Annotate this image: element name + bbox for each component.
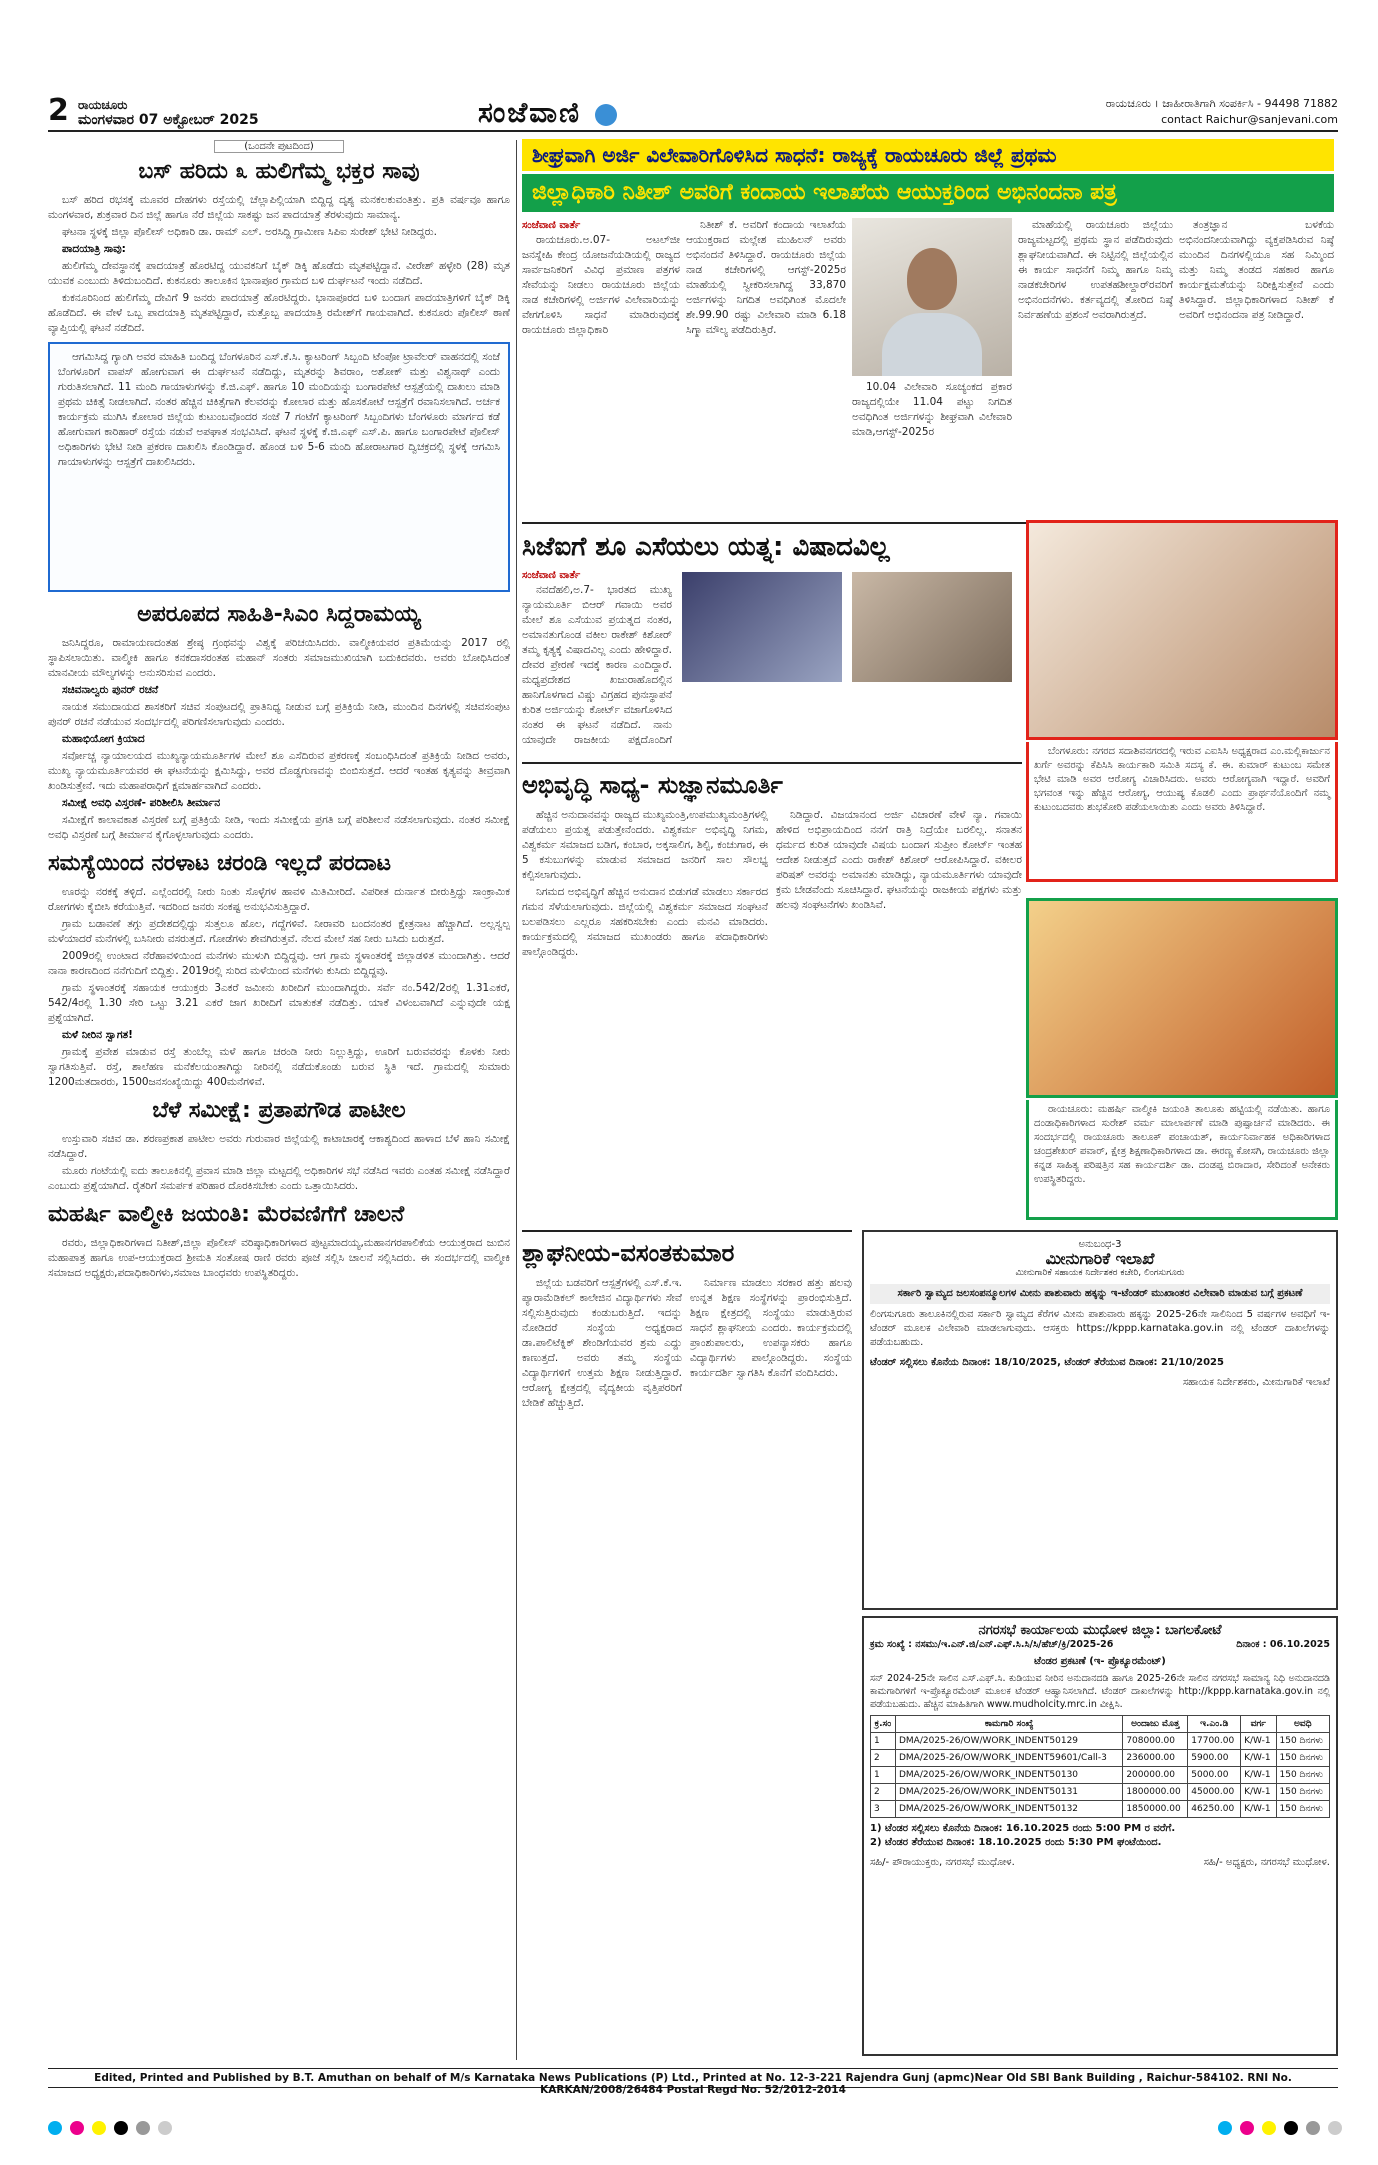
byline: ಸಂಜೆವಾಣಿ ವಾರ್ತೆ	[522, 220, 581, 231]
magenta-dot	[70, 2121, 84, 2135]
logo	[478, 96, 619, 130]
paragraph: ತಂತ್ರಜ್ಞಾನ ಬಳಕೆಯ ಅಭಿನಂದನೀಯವಾಗಿದ್ದು ವ್ಯಕ್ತಪಡಿಸಿರುವ ನಿಷ್ಠೆ ಮುಂದಿನ ದಿನಗಳಲ್ಲಿಯೂ ಸಹ ನಿಮ್ಮಿಂದ ಮತ್ತು ನಿಮ್ಮ ತಂಡದ ಸಹಕಾರ ಹಾಗೂ ಕಾರ್ಯಕ್ಷಮತೆಯನ್ನು ನಿರೀಕ್ಷಿಸುತ್ತೇನೆ ಎಂದು ತಿಳಿಸಿದ್ದಾರೆ. ಜಿಲ್ಲಾಧಿಕಾರಿಗಳಾದ ನಿತೀಶ್ ಕೆ ಅವರಿಗೆ ಅಭಿನಂದನಾ ಪತ್ರ ನೀಡಿದ್ದಾರೆ.	[1179, 219, 1334, 321]
shirt-shape	[882, 313, 982, 376]
table-cell: 46250.00	[1188, 1801, 1241, 1818]
black-dot	[114, 2121, 128, 2135]
registration-marks-left	[48, 2120, 175, 2134]
grey-dot	[1306, 2121, 1320, 2135]
table-cell: 236000.00	[1123, 1750, 1188, 1767]
headline-drainage: ಸಮಸ್ಯೆಯಿಂದ ನರಳಾಟ ಚರಂಡಿ ಇಲ್ಲದೆ ಪರದಾಟ	[48, 851, 391, 876]
table-header-cell: ಅಂದಾಜು ಮೊತ್ತ	[1123, 1716, 1188, 1733]
table-cell: 150 ದಿನಗಳು	[1276, 1767, 1329, 1784]
ad-office: ಮೀನುಗಾರಿಕೆ ಸಹಾಯಕ ನಿರ್ದೇಶಕರ ಕಚೇರಿ, ಲಿಂಗಸುಗೂರು	[1015, 1268, 1185, 1278]
paragraph: ಘಟನಾ ಸ್ಥಳಕ್ಕೆ ಜಿಲ್ಲಾ ಪೊಲೀಸ್ ಅಧಿಕಾರಿ ಡಾ. ರಾಮ್ ಎಲ್. ಅರಸಿದ್ದಿ ಗ್ರಾಮೀಣ ಸಿಪಿಐ ಸುರೇಶ್ ಭೇಟಿ ನೀಡಿದ್ದರು.	[62, 226, 437, 238]
light-grey-dot	[1328, 2121, 1342, 2135]
subhead: ಸಮೀಕ್ಷೆ ಅವಧಿ ವಿಸ್ತರಣೆ- ಪರಿಶೀಲಿಸಿ ತೀರ್ಮಾನ	[62, 797, 221, 809]
registration-marks-right	[1218, 2120, 1345, 2134]
paragraph: ನಿಗಮದ ಅಭಿವೃದ್ಧಿಗೆ ಹೆಚ್ಚಿನ ಅನುದಾನ ಬಿಡುಗಡೆ ಮಾಡಲು ಸರ್ಕಾರದ ಗಮನ ಸೆಳೆಯಲಾಗುವುದು. ಜಿಲ್ಲೆಯಲ್ಲಿ ವಿಶ್ವಕರ್ಮ ಸಮಾಜದ ಸಂಘಟನೆ ಬಲಪಡಿಸಲು ಎಲ್ಲರೂ ಸಹಕರಿಸಬೇಕು ಎಂದು ಮನವಿ ಮಾಡಿದರು. ಕಾರ್ಯಕ್ರಮದಲ್ಲಿ ಸಮಾಜದ ಮುಖಂಡರು ಹಾಗೂ ಪದಾಧಿಕಾರಿಗಳು ಪಾಲ್ಗೊಂಡಿದ್ದರು.	[522, 886, 768, 958]
byline: ಸಂಜೆವಾಣಿ ವಾರ್ತೆ	[522, 570, 581, 581]
masthead-date: ಮಂಗಳವಾರ 07 ಅಕ್ಟೋಬರ್ 2025	[78, 112, 259, 128]
kharge-visit-caption	[1026, 742, 1338, 882]
lead-banner-top: ಶೀಘ್ರವಾಗಿ ಅರ್ಜಿ ವಿಲೇವಾರಿಗೊಳಿಸಿದ ಸಾಧನೆ: ರಾಜ್ಯಕ್ಕೆ ರಾಯಚೂರು ಜಿಲ್ಲೆ ಪ್ರಥಮ	[522, 139, 1334, 171]
section-rule	[522, 1230, 852, 1232]
table-row	[871, 1784, 1330, 1801]
ad-body: ಲಿಂಗಸುಗೂರು ತಾಲೂಕಿನಲ್ಲಿರುವ ಸರ್ಕಾರಿ ಸ್ವಾಮ್ಯದ ಕೆರೆಗಳ ಮೀನು ಪಾಶುವಾರು ಹಕ್ಕನ್ನು 2025-26ನೇ ಸಾಲಿನಿಂದ 5 ವರ್ಷಗಳ ಅವಧಿಗೆ ಇ-ಟೆಂಡರ್ ಮೂಲಕ ವಿಲೇವಾರಿ ಮಾಡಲಾಗುವುದು. ಆಸಕ್ತರು https://kppp.karnataka.gov.in ನಲ್ಲಿ ಟೆಂಡರ್ ದಾಖಲೆಗಳನ್ನು ಪಡೆಯಬಹುದು.	[870, 1309, 1330, 1348]
article-crop-survey	[48, 1132, 510, 1194]
yellow-dot	[92, 2121, 106, 2135]
table-cell: DMA/2025-26/OW/WORK_INDENT59601/Call-3	[895, 1750, 1122, 1767]
subhead: ಮಹಾಭಿಯೋಗ ಕ್ರಿಯಾದ	[62, 733, 145, 745]
masthead-email: contact Raichur@sanjevani.com	[1161, 113, 1338, 126]
paragraph: ಆಗಮಿಸಿದ್ದ ಗ್ಯಾಂಗಿ ಅವರ ಮಾಹಿತಿ ಬಂದಿದ್ದ ಬೆಂಗಳೂರಿನ ಎಸ್.ಕೆ.ಸಿ. ಕ್ಯಾಟರಿಂಗ್ ಸಿಬ್ಬಂದಿ ಟೆಂಪೋ ಟ್ರಾವೆಲರ್ ವಾಹನದಲ್ಲಿ ಸಂಜೆ ಬೆಂಗಳೂರಿಗೆ ವಾಪಸ್ ಹೋಗುವಾಗ ಈ ದುರ್ಘಟನೆ ನಡೆದಿದ್ದು, ಮೃತರನ್ನು ಶಿವರಾಂ, ಅಶೋಕ್ ಮತ್ತು ವಿಶ್ವನಾಥ್ ಎಂದು ಗುರುತಿಸಲಾಗಿದೆ. 11 ಮಂದಿ ಗಾಯಾಳುಗಳನ್ನು ಕೆ.ಜಿ.ಎಫ್. ಹಾಗೂ 10 ಮಂದಿಯನ್ನು ಬಂಗಾರಪೇಟೆ ಆಸ್ಪತ್ರೆಯಲ್ಲಿ ದಾಖಲು ಮಾಡಿ ಪ್ರಥಮ ಚಿಕಿತ್ಸೆ ನೀಡಲಾಗಿದೆ. ನಂತರ ಹೆಚ್ಚಿನ ಚಿಕಿತ್ಸೆಗಾಗಿ ಕೆಲವರನ್ನು ಕೋಲಾರ ಮತ್ತು ಹೊಸಕೋಟೆ ಆಸ್ಪತ್ರೆಗೆ ರವಾನಿಸಲಾಗಿದೆ. ಅರ್ಚಕ ಕಾರ್ಯಕ್ರಮ ಮುಗಿಸಿ ಕೋಲಾರ ಜಿಲ್ಲೆಯ ಕುಟುಂಬವೊಂದರ ಸಂಜೆ 7 ಗಂಟೆಗೆ ಕ್ಯಾಟರಿಂಗ್ ಸಿಬ್ಬಂದಿಗಳು ಬೆಂಗಳೂರು ಮಾರ್ಗದ ಕಡೆ ಹೋಗುವಾಗ ಕಾರಿಹಾರ್ ರಸ್ತೆಯ ನಡುವೆ ಅಪಘಾತ ಸಂಭವಿಸಿದೆ. ಘಟನೆ ಸ್ಥಳಕ್ಕೆ ಕೆ.ಜಿ.ಎಫ್ ಎಸ್.ಪಿ. ಹಾಗೂ ಬಂಗಾರಪೇಟೆ ಪೊಲೀಸ್ ಅಧಿಕಾರಿಗಳು ಭೇಟಿ ನೀಡಿ ಪ್ರಕರಣ ದಾಖಲಿಸಿ ಕೊಂಡಿದ್ದಾರೆ. ಹೊಂಡ ಬಳಿ 5-6 ಮಂದಿ ಹೋರಾಟಗಾರ ದ್ವಿಚಕ್ರದಲ್ಲಿ ಸ್ಥಳಕ್ಕೆ ಆಗಮಿಸಿ ಗಾಯಾಳುಗಳನ್ನು ಆಸ್ಪತ್ರೆಗೆ ದಾಖಲಿಸಿದರು.	[58, 351, 500, 468]
left-column	[48, 140, 510, 2060]
table-cell: DMA/2025-26/OW/WORK_INDENT50130	[895, 1767, 1122, 1784]
paragraph: ರಾಯಚೂರು.ಅ.07- ಅಟಲ್‌ಜೀ ಜನಸ್ನೇಹಿ ಕೇಂದ್ರ ಯೋಜನೆಯಡಿಯಲ್ಲಿ ರಾಜ್ಯದ ಸಾರ್ವಜನಿಕರಿಗೆ ವಿವಿಧ ಪ್ರಮಾಣ ಪತ್ರಗಳ ಸೇವೆಯನ್ನು ನೀಡಲು ರಾಯಚೂರು ಜಿಲ್ಲೆಯ ನಾಡ ಕಚೇರಿಗಳಲ್ಲಿ ಅರ್ಜಿಗಳ ವಿಲೇವಾರಿಯನ್ನು ವೇಗಗೊಳಿಸಿ ಸಾಧನೆ ಮಾಡಿರುವುದಕ್ಕೆ ರಾಯಚೂರು ಜಿಲ್ಲಾಧಿಕಾರಿ	[522, 234, 680, 336]
paragraph: ನಿರ್ಮಾಣ ಮಾಡಲು ಸರಕಾರ ಹತ್ತು ಹಲವು ಉನ್ನತ ಶಿಕ್ಷಣ ಸಂಸ್ಥೆಗಳನ್ನು ಪ್ರಾರಂಭಿಸುತ್ತಿದೆ. ಶಿಕ್ಷಣ ಕ್ಷೇತ್ರದಲ್ಲಿ ಸಂಸ್ಥೆಯು ಮಾಡುತ್ತಿರುವ ಸಾಧನೆ ಶ್ಲಾಘನೀಯ ಎಂದರು. ಕಾರ್ಯಕ್ರಮದಲ್ಲಿ ಪ್ರಾಂಶುಪಾಲರು, ಉಪನ್ಯಾಸಕರು ಹಾಗೂ ವಿದ್ಯಾರ್ಥಿಗಳು ಪಾಲ್ಗೊಂಡಿದ್ದರು. ಸಂಸ್ಥೆಯ ಕಾರ್ಯದರ್ಶಿ ಸ್ವಾಗತಿಸಿ ಕೊನೆಗೆ ವಂದಿಸಿದರು.	[690, 1277, 852, 1379]
article-cm	[48, 636, 510, 843]
face-shape	[907, 248, 957, 310]
paragraph: ಗ್ರಾಮ ಸ್ಥಳಾಂತರಕ್ಕೆ ಸಹಾಯಕ ಆಯುಕ್ತರು 3ಎಕರೆ ಜಮೀನು ಖರೀದಿಗೆ ಮುಂದಾಗಿದ್ದರು. ಸರ್ವೆ ನಂ.542/2ರಲ್ಲಿ 1.31ಎಕರೆ, 542/4ರಲ್ಲಿ 1.30 ಸೇರಿ ಒಟ್ಟು 3.21 ಎಕರೆ ಜಾಗ ಖರೀದಿಗೆ ಮಾತುಕತೆ ನಡೆದಿತ್ತು. ಯಾಕೆ ವಿಳಂಬವಾಗಿದೆ ಎನ್ನುವುದೇ ಯಕ್ಷ ಪ್ರಶ್ನೆಯಾಗಿದೆ.	[48, 982, 510, 1024]
table-row	[871, 1801, 1330, 1818]
grey-dot	[136, 2121, 150, 2135]
lead-banner-bottom: ಜಿಲ್ಲಾಧಿಕಾರಿ ನಿತೀಶ್ ಅವರಿಗೆ ಕಂದಾಯ ಇಲಾಖೆಯ ಆಯುಕ್ತರಿಂದ ಅಭಿನಂದನಾ ಪತ್ರ	[522, 174, 1334, 212]
paragraph: ನಿಡಿದ್ದಾರೆ. ವಿಜಯಾನಂದ ಅರ್ಜಿ ವಿಚಾರಣೆ ವೇಳೆ ನ್ಯಾ. ಗವಾಯಿ ಹೇಳಿದ ಅಭಿಪ್ರಾಯದಿಂದ ನನಗೆ ರಾತ್ರಿ ನಿದ್ರೆಯೇ ಬರಲಿಲ್ಲ. ಸನಾತನ ಧರ್ಮದ ಕುರಿತ ಯಾವುದೇ ವಿಷಯ ಬಂದಾಗ ಸುಪ್ರೀಂ ಕೋರ್ಟ್ ಇಂತಹ ಆದೇಶ ನೀಡುತ್ತದೆ ಎಂದು ರಾಕೇಶ್ ಕಿಶೋರ್ ಆರೋಪಿಸಿದ್ದಾರೆ. ವಕೀಲರ ಪರಿಷತ್ ಅವರನ್ನು ಅಮಾನತು ಮಾಡಿದ್ದು, ನ್ಯಾಯಮೂರ್ತಿಗಳು ಯಾವುದೇ ಕ್ರಮ ಬೇಡವೆಂದು ಸೂಚಿಸಿದ್ದಾರೆ. ಘಟನೆಯನ್ನು ರಾಜಕೀಯ ಪಕ್ಷಗಳು ಮತ್ತು ಹಲವು ಸಂಘಟನೆಗಳು ಖಂಡಿಸಿವೆ.	[776, 809, 1022, 911]
paragraph: ರವರು, ಜಿಲ್ಲಾಧಿಕಾರಿಗಳಾದ ನಿತೀಶ್,ಜಿಲ್ಲಾ ಪೊಲೀಸ್ ವರಿಷ್ಠಾಧಿಕಾರಿಗಳಾದ ಪುಟ್ಟಮಾದಯ್ಯ,ಮಹಾನಗರಪಾಲಿಕೆಯ ಆಯುಕ್ತರಾದ ಜುಬಿನ ಮಹಾಪಾತ್ರ ಹಾಗೂ ಉಪ-ಆಯುಕ್ತರಾದ ಶ್ರೀಮತಿ ಸಂತೋಷ ರಾಣಿ ರವರು ಪೂಜೆ ಸಲ್ಲಿಸಿ ಚಾಲನೆ ಸಲ್ಲಿಸಿದರು. ಈ ಸಂದರ್ಭದಲ್ಲಿ ವಾಲ್ಮೀಕಿ ಸಮಾಜದ ಅಧ್ಯಕ್ಷರು,ಪದಾಧಿಕಾರಿಗಳು,ಸಮಾಜ ಬಾಂಧವರು ಉಪಸ್ಥಿತರಿದ್ದರು.	[48, 1237, 510, 1279]
table-cell: K/W-1	[1241, 1767, 1276, 1784]
cji-photo	[852, 572, 1012, 682]
ad-ref: ಕ್ರಮ ಸಂಖ್ಯೆ : ನಸಮು/ಇ.ಎನ್.ಜಿ/ಎನ್.ಎಫ್.ಸಿ.ಸಿ/ಸಿ/ಹೆಚ್/ಕ್ರಿ/2025-26	[870, 1639, 1114, 1650]
page-number: 2	[48, 93, 69, 128]
headline-development: ಅಭಿವೃದ್ಧಿ ಸಾಧ್ಯ- ಸುಜ್ಞಾನಮೂರ್ತಿ	[522, 771, 783, 799]
table-cell: 2	[871, 1784, 896, 1801]
globe-icon	[595, 104, 617, 126]
section-rule	[522, 762, 1022, 764]
article-drainage	[48, 885, 510, 1090]
headline-crop-survey: ಬೆಳೆ ಸಮೀಕ್ಷೆ: ಪ್ರತಾಪಗೌಡ ಪಾಟೀಲ	[152, 1098, 406, 1123]
subhead: ಮಳೆ ನೀರಿನ ಸ್ವಾಗತ!	[62, 1029, 133, 1041]
vasanth-text-1	[522, 1276, 682, 2056]
table-cell: 5000.00	[1188, 1767, 1241, 1784]
table-cell: K/W-1	[1241, 1784, 1276, 1801]
vasanth-story	[522, 1236, 852, 2056]
lead-col-2	[686, 218, 846, 518]
table-cell: 150 ದಿನಗಳು	[1276, 1750, 1329, 1767]
paragraph: ಗ್ರಾಮಕ್ಕೆ ಪ್ರವೇಶ ಮಾಡುವ ರಸ್ತೆ ತುಂಬೆಲ್ಲ ಮಳೆ ಹಾಗೂ ಚರಂಡಿ ನೀರು ನಿಲ್ಲುತ್ತಿದ್ದು, ಊರಿಗೆ ಬರುವವರನ್ನು ಕೊಳಕು ನೀರು ಸ್ವಾಗತಿಸುತ್ತಿವೆ. ರಸ್ತೆ, ಶಾಲೆಹಣ ಮನೆಕೆಲಯಂತಾಗಿದ್ದು ನೀರಿನಲ್ಲಿ ನಡೆದುಕೊಂಡು ಬರುವ ಸ್ಥಿತಿ ಇದೆ. ಗ್ರಾಮದಲ್ಲಿ ಸುಮಾರು 1200ಮತದಾರರು, 1500ಜನಸಂಖ್ಯೆಯಿದ್ದು 400ಮನೆಗಳಿವೆ.	[48, 1046, 510, 1088]
ad-annex: ಅನುಬಂಧ-3	[1078, 1239, 1122, 1250]
table-header	[871, 1716, 1330, 1733]
paragraph: ಬಸ್ ಹರಿದ ರಭಸಕ್ಕೆ ಮೂವರ ದೇಹಗಳು ರಸ್ತೆಯಲ್ಲಿ ಚೆಲ್ಲಾಪಿಲ್ಲಿಯಾಗಿ ಬಿದ್ದಿದ್ದ ದೃಶ್ಯ ಮನಕಲಕುವಂತಿತ್ತು. ಪ್ರತಿ ವರ್ಷವೂ ಹಾಗೂ ಮಂಗಳವಾರ, ಶುಕ್ರವಾರ ದಿನ ಜಿಲ್ಲೆ ಹಾಗೂ ನೆರೆ ಜಿಲ್ಲೆಯ ಸಾಕಷ್ಟು ಜನ ಪಾದಯಾತ್ರೆ ತೆರಳುವುದು ಸಾಮಾನ್ಯ.	[48, 194, 510, 221]
cyan-dot	[1218, 2121, 1232, 2135]
table-header-cell: ವರ್ಗ	[1241, 1716, 1276, 1733]
ad-signatures	[870, 1856, 1330, 1870]
table-header-cell: ಇ.ಎಂ.ಡಿ	[1188, 1716, 1241, 1733]
table-cell: DMA/2025-26/OW/WORK_INDENT50131	[895, 1784, 1122, 1801]
ad-notice: ಟೆಂಡರ ಪ್ರಕಟಣೆ (ಇ- ಪ್ರೊಕ್ಯೂರಮೆಂಟ್)	[1034, 1656, 1166, 1667]
table-cell: 2	[871, 1750, 896, 1767]
ad-dates: ಟೆಂಡರ್ ಸಲ್ಲಿಸಲು ಕೊನೆಯ ದಿನಾಂಕ: 18/10/2025, ಟೆಂಡರ್ ತೆರೆಯುವ ದಿನಾಂಕ: 21/10/2025	[870, 1357, 1224, 1368]
ad-subject: ಸರ್ಕಾರಿ ಸ್ವಾಮ್ಯದ ಜಲಸಂಪನ್ಮೂಲಗಳ ಮೀನು ಪಾಶುವಾರು ಹಕ್ಕನ್ನು ಇ-ಟೆಂಡರ್ ಮುಖಾಂತರ ವಿಲೇವಾರಿ ಮಾಡುವ ಬಗ್ಗೆ ಪ್ರಕಟಣೆ	[870, 1284, 1330, 1304]
ad-ref-row	[870, 1638, 1330, 1652]
table-row	[871, 1733, 1330, 1750]
lead-col-3	[852, 380, 1012, 518]
table-header-cell: ಅವಧಿ	[1276, 1716, 1329, 1733]
table-cell: 150 ದಿನಗಳು	[1276, 1784, 1329, 1801]
black-dot	[1284, 2121, 1298, 2135]
headline-vasanth: ಶ್ಲಾಘನೀಯ-ವಸಂತಕುಮಾರ	[522, 1239, 735, 1267]
ad-title: ಮೀನುಗಾರಿಕೆ ಇಲಾಖೆ	[1045, 1249, 1155, 1268]
development-text-2	[776, 808, 1022, 1218]
headline-cji: ಸಿಜೆಐಗೆ ಶೂ ಎಸೆಯಲು ಯತ್ನ: ವಿಷಾದವಿಲ್ಲ	[522, 532, 890, 562]
table-cell: DMA/2025-26/OW/WORK_INDENT50132	[895, 1801, 1122, 1818]
ad-title: ನಗರಸಭೆ ಕಾರ್ಯಾಲಯ ಮುಧೋಳ ಜಿಲ್ಲಾ: ಬಾಗಲಕೋಟೆ	[978, 1623, 1222, 1638]
table-cell: 200000.00	[1123, 1767, 1188, 1784]
table-cell: 150 ದಿನಗಳು	[1276, 1733, 1329, 1750]
magenta-dot	[1240, 2121, 1254, 2135]
paragraph: ಸರ್ವೋಚ್ಚ ನ್ಯಾಯಾಲಯದ ಮುಖ್ಯನ್ಯಾಯಮೂರ್ತಿಗಳ ಮೇಲೆ ಶೂ ಎಸೆದಿರುವ ಪ್ರಕರಣಕ್ಕೆ ಸಂಬಂಧಿಸಿದಂತೆ ಪ್ರತಿಕ್ರಿಯೆ ನೀಡಿದ ಅವರು, ಮುಖ್ಯ ನ್ಯಾಯಮೂರ್ತಿಯವರ ಈ ಘಟನೆಯನ್ನು ಕ್ಷಮಿಸಿದ್ದು, ಅವರ ದೊಡ್ಡಗುಣವನ್ನು ಬಿಂಬಿಸುತ್ತದೆ. ಆದರೆ ಇಂತಹ ಕೃತ್ಯವನ್ನು ತೀವ್ರವಾಗಿ ಖಂಡಿಸುತ್ತೇನೆ. ಇದು ಮಹಾಪರಾಧಿಗೆ ಕ್ಷಮಾರ್ಹವಾಗಿದೆ ಎಂದರು.	[48, 750, 510, 792]
masthead-contact	[1106, 96, 1338, 128]
paragraph: ಊರನ್ನು ನರಕಕ್ಕೆ ತಳ್ಳಿದೆ. ಎಲ್ಲೆಂದರಲ್ಲಿ ನೀರು ನಿಂತು ಸೊಳ್ಳೆಗಳ ಹಾವಳಿ ಮಿತಿಮೀರಿದೆ. ವಿಪರೀತ ದುರ್ನಾತ ಬೀರುತ್ತಿದ್ದು ಸಾಂಕ್ರಾಮಿಕ ರೋಗಗಳು ಕೈಬೀಸಿ ಕರೆಯುತ್ತಿವೆ. ಇದರಿಂದ ಜನರು ಸಂಕಷ್ಟ ಅನುಭವಿಸುತ್ತಿದ್ದಾರೆ.	[48, 886, 510, 913]
headline-cm-siddaramaiah: ಅಪರೂಪದ ಸಾಹಿತಿ-ಸಿಎಂ ಸಿದ್ದರಾಮಯ್ಯ	[137, 602, 421, 627]
masthead-city: ರಾಯಚೂರು	[78, 98, 128, 112]
paragraph: ನವದೆಹಲಿ,ಅ.7- ಭಾರತದ ಮುಖ್ಯ ನ್ಯಾಯಮೂರ್ತಿ ಬಿಆರ್ ಗವಾಯಿ ಅವರ ಮೇಲೆ ಶೂ ಎಸೆಯುವ ಪ್ರಯತ್ನದ ನಂತರ, ಅಮಾನತುಗೊಂಡ ವಕೀಲ ರಾಕೇಶ್ ಕಿಶೋರ್ ತಮ್ಮ ಕೃತ್ಯಕ್ಕೆ ವಿಷಾದವಿಲ್ಲ ಎಂದು ಹೇಳಿದ್ದಾರೆ. ದೇವರ ಪ್ರೇರಣೆ ಇದಕ್ಕೆ ಕಾರಣ ಎಂದಿದ್ದಾರೆ. ಮಧ್ಯಪ್ರದೇಶದ ಖಜುರಾಹೊದಲ್ಲಿನ ಹಾನಿಗೊಳಗಾದ ವಿಷ್ಣು ವಿಗ್ರಹದ ಪುನಃಸ್ಥಾಪನೆ ಕುರಿತ ಅರ್ಜಿಯನ್ನು ಕೋರ್ಟ್ ವಜಾಗೊಳಿಸಿದ ನಂತರ ಈ ಘಟನೆ ನಡೆದಿದೆ. ನಾನು ಯಾವುದೇ ರಾಜಕೀಯ ಪಕ್ಷದೊಂದಿಗೆ	[522, 584, 672, 746]
ad-signatory: ಸಹಾಯಕ ನಿರ್ದೇಶಕರು, ಮೀನುಗಾರಿಕೆ ಇಲಾಖೆ	[1182, 1377, 1330, 1388]
table-row	[871, 1750, 1330, 1767]
table-cell: K/W-1	[1241, 1750, 1276, 1767]
kharge-visit-photo	[1026, 520, 1338, 740]
ad-date-1: 1) ಟೆಂಡರ ಸಲ್ಲಿಸಲು ಕೊನೆಯ ದಿನಾಂಕ: 16.10.2025 ರಂದು 5:00 PM ರ ವರೆಗೆ.	[870, 1823, 1176, 1834]
paragraph: ಜನಿಸಿದ್ದರೂ, ರಾಮಾಯಣದಂತಹ ಶ್ರೇಷ್ಠ ಗ್ರಂಥವನ್ನು ವಿಶ್ವಕ್ಕೆ ಪರಿಚಯಿಸಿದರು. ವಾಲ್ಮೀಕಿಯವರ ಪ್ರತಿಮೆಯನ್ನು 2017 ರಲ್ಲಿ ಸ್ಥಾಪಿಸಲಾಯಿತು. ವಾಲ್ಮೀಕಿ ಹಾಗೂ ಕನಕದಾಸರಂತಹ ಮಹಾನ್ ಸಂತರು ಸಮಾಜಮುಖಿಯಾಗಿ ಬದುಕಿದವರು. ಅವರು ಬೋಧಿಸಿದಂತೆ ಮಾನವೀಯ ಮೌಲ್ಯಗಳನ್ನು ಅನುಸರಿಸುವ ಎಂದರು.	[48, 637, 510, 679]
ad-sign-left: ಸಹಿ/- ಪೌರಾಯುಕ್ತರು, ನಗರಸಭೆ ಮುಧೋಳ.	[870, 1857, 1015, 1868]
subhead: ಸಚಿವನಾಲ್ವರು ಪುನರ್ ರಚನೆ	[62, 684, 159, 696]
valmiki-event-caption	[1026, 1100, 1338, 1220]
ad-body: ಸನ್ 2024-25ನೇ ಸಾಲಿನ ಎಸ್.ಎಫ್.ಸಿ. ಕುಡಿಯುವ ನೀರಿನ ಅನುದಾನದಡಿ ಹಾಗೂ 2025-26ನೇ ಸಾಲಿನ ನಗರಸಭೆ ಸಾಮಾನ್ಯ ನಿಧಿ ಅನುದಾನದಡಿ ಕಾಮಗಾರಿಗಳಿಗೆ ಇ-ಪ್ರೊಕ್ಯೂರಮೆಂಟ್ ಮೂಲಕ ಟೆಂಡರ್ ಆಹ್ವಾನಿಸಲಾಗಿದೆ. ಟೆಂಡರ್ ದಾಖಲೆಗಳನ್ನು http://kppp.karnataka.gov.in ನಲ್ಲಿ ಪಡೆಯಬಹುದು. ಹೆಚ್ಚಿನ ಮಾಹಿತಿಗಾಗಿ www.mudholcity.mrc.in ವೀಕ್ಷಿಸಿ.	[870, 1673, 1330, 1710]
ad-date: ದಿನಾಂಕ : 06.10.2025	[1236, 1639, 1330, 1650]
paragraph: ಮೂರು ಗಂಟೆಯಲ್ಲಿ ಐದು ತಾಲೂಕಿನಲ್ಲಿ ಪ್ರವಾಸ ಮಾಡಿ ಜಿಲ್ಲಾ ಮಟ್ಟದಲ್ಲಿ ಅಧಿಕಾರಿಗಳ ಸಭೆ ನಡೆಸಿದ ಇವರು ಎಂತಹ ಸಮೀಕ್ಷೆ ನಡೆಸಿದ್ದಾರೆ ಎಂಬುದು ಪ್ರಶ್ನೆಯಾಗಿದೆ. ರೈತರಿಗೆ ಸಮರ್ಪಕ ಪರಿಹಾರ ದೊರಕಿಸಬೇಕು ಎಂದು ಒತ್ತಾಯಿಸಿದರು.	[48, 1165, 510, 1192]
lead-col-4	[1018, 218, 1173, 518]
table-header-cell: ಕಾಮಗಾರಿ ಸಂಖ್ಯೆ	[895, 1716, 1122, 1733]
development-text-1	[522, 808, 768, 1218]
headline-valmiki: ಮಹರ್ಷಿ ವಾಲ್ಮೀಕಿ ಜಯಂತಿ: ಮೆರವಣಿಗೆಗೆ ಚಾಲನೆ	[48, 1202, 405, 1227]
paragraph: ಕುಕನೂರಿನಿಂದ ಹುಲಿಗೆಮ್ಮ ದೇವಿಗೆ 9 ಜನರು ಪಾದಯಾತ್ರೆ ಹೊರಟಿದ್ದರು. ಭಾನಾಪೂರದ ಬಳಿ ಬಂದಾಗ ಪಾದಯಾತ್ರಿಗಳಿಗೆ ಬೈಕ್ ಡಿಕ್ಕಿ ಹೊಡೆದಿದೆ. ಈ ವೇಳೆ ಒಬ್ಬ ಪಾದಯಾತ್ರಿ ಮೃತಪಟ್ಟಿದ್ದಾರೆ, ಮತ್ತೊಬ್ಬ ಪಾದಯಾತ್ರಿ ರಮೇಶ್‌ಗೆ ಗಾಯವಾಗಿದೆ. ಕುಕನೂರು ಪೊಲೀಸ್ ಠಾಣೆ ವ್ಯಾಪ್ತಿಯಲ್ಲಿ ಘಟನೆ ನಡೆದಿದೆ.	[48, 292, 510, 334]
logo-text: ಸಂಜೆವಾಣಿ	[478, 96, 581, 129]
lawyer-photo	[682, 572, 842, 682]
tender-table	[870, 1715, 1330, 1818]
kicker: (ಒಂದನೇ ಪುಟದಿಂದ)	[214, 140, 344, 153]
table-header-cell: ಕ್ರ.ಸಂ	[871, 1716, 896, 1733]
lead-col-1	[522, 218, 680, 518]
table-cell: 1	[871, 1733, 896, 1750]
table-cell: 1	[871, 1767, 896, 1784]
table-cell: 1800000.00	[1123, 1784, 1188, 1801]
boxed-article	[48, 342, 510, 592]
paragraph: 2009ರಲ್ಲಿ ಉಂಟಾದ ನೆರೆಹಾವಳಿಯಿಂದ ಮನೆಗಳು ಮುಳುಗಿ ಬಿದ್ದಿದ್ದವು. ಆಗ ಗ್ರಾಮ ಸ್ಥಳಾಂತರಕ್ಕೆ ಜಿಲ್ಲಾಡಳಿತ ಮುಂದಾಗಿತ್ತು. ಆದರೆ ನಾನಾ ಕಾರಣದಿಂದ ನನೆಗುದಿಗೆ ಬಿದ್ದಿತ್ತು. 2019ರಲ್ಲಿ ಸುರಿದ ಮಳೆಯಿಂದ ಮನೆಗಳು ಕುಸಿದು ಬಿದ್ದಿದ್ದವು.	[48, 950, 510, 977]
table-cell: 708000.00	[1123, 1733, 1188, 1750]
subhead: ಪಾದಯಾತ್ರಿ ಸಾವು:	[62, 243, 126, 255]
lead-col-5	[1179, 218, 1334, 518]
cji-story	[522, 528, 1022, 758]
table-cell: 3	[871, 1801, 896, 1818]
table-cell: 1850000.00	[1123, 1801, 1188, 1818]
light-grey-dot	[158, 2121, 172, 2135]
paragraph: ನಾಯಕ ಸಮುದಾಯದ ಶಾಸಕರಿಗೆ ಸಚಿವ ಸಂಪುಟದಲ್ಲಿ ಪ್ರಾತಿನಿಧ್ಯ ನೀಡುವ ಬಗ್ಗೆ ಪ್ರತಿಕ್ರಿಯೆ ನೀಡಿ, ಮುಂದಿನ ದಿನಗಳಲ್ಲಿ ಸಚಿವಸಂಪುಟ ಪುನರ್ ರಚನೆ ನಡೆಯುವ ಸಂದರ್ಭದಲ್ಲಿ ಪರಿಗಣಿಸಲಾಗುವುದು ಎಂದರು.	[48, 701, 510, 728]
table-body	[871, 1733, 1330, 1818]
table-cell: K/W-1	[1241, 1733, 1276, 1750]
article-bus-accident	[48, 193, 510, 336]
paragraph: ಗ್ರಾಮ ಬಡಾವಣೆ ತಗ್ಗು ಪ್ರದೇಶದಲ್ಲಿದ್ದು ಸುತ್ತಲೂ ಹೊಲ, ಗದ್ದೆಗಳಿವೆ. ನೀರಾವರಿ ಬಂದನಂತರ ಕ್ಷೇತ್ರನಾಟ ಹೆಚ್ಚಾಗಿದೆ. ಅಲ್ಲಸ್ವಲ್ಪ ಮಳೆಯಾದರೆ ಮನೆಗಳಲ್ಲಿ ಬಸಿನೀರು ವಸರುತ್ತದೆ. ಗೋಡೆಗಳು ಶೇವಗಿರುತ್ತವೆ. ನೆಲದ ಮೇಲೆ ಸಹ ನೀರು ಬಸಿದು ಬರುತ್ತದೆ.	[48, 918, 510, 945]
paragraph: ಜಿಲ್ಲೆಯ ಬಡವರಿಗೆ ಆಸ್ಪತ್ರೆಗಳಲ್ಲಿ ಎಸ್.ಕೆ.ಇ. ಪ್ಯಾರಾಮೆಡಿಕಲ್ ಕಾಲೇಜಿನ ವಿದ್ಯಾರ್ಥಿಗಳು ಸೇವೆ ಸಲ್ಲಿಸುತ್ತಿರುವುದು ಕಂಡುಬರುತ್ತಿದೆ. ಇದನ್ನು ನೋಡಿದರೆ ಸಂಸ್ಥೆಯ ಅಧ್ಯಕ್ಷರಾದ ಡಾ.ಪಾಲಿಟೆಕ್ನಿಕ್ ಶೇಂಡಿಗೆಯವರ ಶ್ರಮ ಎದ್ದು ಕಾಣುತ್ತದೆ. ಅವರು ತಮ್ಮ ಸಂಸ್ಥೆಯ ವಿದ್ಯಾರ್ಥಿಗಳಿಗೆ ಉತ್ತಮ ಶಿಕ್ಷಣ ನೀಡುತ್ತಿದ್ದಾರೆ. ಆರೋಗ್ಯ ಕ್ಷೇತ್ರದಲ್ಲಿ ವೈದ್ಯಕೀಯ ವೃತ್ತಿಪರರಿಗೆ ಬೇಡಿಕೆ ಹೆಚ್ಚುತ್ತಿದೆ.	[522, 1277, 682, 1409]
fisheries-tender-ad	[862, 1230, 1338, 1610]
column-divider	[516, 140, 517, 2060]
paragraph: ಸಮೀಕ್ಷೆಗೆ ಕಾಲಾವಕಾಶ ವಿಸ್ತರಣೆ ಬಗ್ಗೆ ಪ್ರತಿಕ್ರಿಯೆ ನೀಡಿ, ಇಂದು ಸಮೀಕ್ಷೆಯ ಪ್ರಗತಿ ಬಗ್ಗೆ ಪರಿಶೀಲನೆ ನಡೆಸಲಾಗುವುದು. ನಂತರ ಸಮೀಕ್ಷೆ ಅವಧಿ ವಿಸ್ತರಣೆ ಬಗ್ಗೆ ತೀರ್ಮಾನ ಕೈಗೊಳ್ಳಲಾಗುವುದು ಎಂದರು.	[48, 814, 510, 841]
table-cell: DMA/2025-26/OW/WORK_INDENT50129	[895, 1733, 1122, 1750]
caption: ರಾಯಚೂರು: ಮಹರ್ಷಿ ವಾಲ್ಮೀಕಿ ಜಯಂತಿ ತಾಲೂಕು ಹಟ್ಟಿಯಲ್ಲಿ ನಡೆಯಿತು. ಹಾಗೂ ದಂಡಾಧಿಕಾರಿಗಳಾದ ಸುರೇಶ್ ವರ್ಮ ಮಾಲಾರ್ಪಣೆ ಮಾಡಿ ಪುಷ್ಪಾರ್ಚನೆ ಮಾಡಿದರು. ಈ ಸಂದರ್ಭದಲ್ಲಿ ರಾಯಚೂರು ತಾಲೂಕ್ ಪಂಚಾಯತ್, ಕಾರ್ಯನಿರ್ವಾಹಕ ಅಧಿಕಾರಿಗಳಾದ ಚಂದ್ರಶೇಖರ್ ಪವಾರ್, ಕ್ಷೇತ್ರ ಶಿಕ್ಷಣಾಧಿಕಾರಿಗಳಾದ ಡಾ. ಈರಣ್ಣ ಕೋಸಗಿ, ರಾಯಚೂರು ಜಿಲ್ಲಾ ಕನ್ನಡ ಸಾಹಿತ್ಯ ಪರಿಷತ್ತಿನ ಸಹ ಕಾರ್ಯದರ್ಶಿ ಡಾ. ದಂಡಪ್ಪ ಬಿರಾದಾರ, ಸೇರಿದಂತೆ ಅನೇಕರು ಉಪಸ್ಥಿತರಿದ್ದರು.	[1034, 1104, 1330, 1185]
table-cell: 17700.00	[1188, 1733, 1241, 1750]
paragraph: ಮಾಹೆಯಲ್ಲಿ ರಾಯಚೂರು ಜಿಲ್ಲೆಯು ರಾಜ್ಯಮಟ್ಟದಲ್ಲಿ ಪ್ರಥಮ ಸ್ಥಾನ ಪಡೆದಿರುವುದು ಶ್ಲಾಘನೀಯವಾಗಿದೆ. ಈ ನಿಟ್ಟಿನಲ್ಲಿ ಜಿಲ್ಲೆಯಲ್ಲಿನ ಈ ಕಾರ್ಯ ಸಾಧನೆಗೆ ನಿಮ್ಮ ಹಾಗೂ ನಿಮ್ಮ ನಾಡಕಚೇರಿಗಳ ಉಪತಹಶೀಲ್ದಾರ್‌ರವರಿಗೆ ಅಭಿನಂದನೆಗಳು. ಕರ್ತವ್ಯದಲ್ಲಿ ತೋರಿದ ನಿಷ್ಠೆ ನಿರ್ವಹಣೆಯ ಪ್ರಶಂಸೆ ಅವರಾಗಿರುತ್ತದೆ.	[1018, 219, 1173, 321]
paragraph: 10.04 ವಿಲೇವಾರಿ ಸೂಚ್ಯಂಕದ ಪ್ರಕಾರ ರಾಜ್ಯದಲ್ಲಿಯೇ 11.04 ಪಟ್ಟು ನಿಗದಿತ ಅವಧಿಗಿಂತ ಅರ್ಜಿಗಳನ್ನು ಶೀಘ್ರವಾಗಿ ವಿಲೇವಾರಿ ಮಾಡಿ,ಆಗಸ್ಟ್-2025ರ	[852, 381, 1012, 438]
valmiki-event-photo	[1026, 898, 1338, 1098]
vasanth-text-2	[690, 1276, 852, 2056]
table-cell: K/W-1	[1241, 1801, 1276, 1818]
caption: ಬೆಂಗಳೂರು: ನಗರದ ಸದಾಶಿವನಗರದಲ್ಲಿ ಇರುವ ಎಐಸಿಸಿ ಅಧ್ಯಕ್ಷರಾದ ಎಂ.ಮಲ್ಲಿಕಾರ್ಜುನ ಖರ್ಗೆ ಅವರನ್ನು ಕೆಪಿಸಿಸಿ ಕಾರ್ಯಕಾರಿ ಸಮಿತಿ ಸದಸ್ಯ ಕೆ. ಈ. ಕುಮಾರ್ ಕುಟುಂಬ ಸಮೇತ ಭೇಟಿ ಮಾಡಿ ಅವರ ಆರೋಗ್ಯ ವಿಚಾರಿಸಿದರು. ಅವರು ಆರೋಗ್ಯವಾಗಿ ಇದ್ದಾರೆ. ಅವರಿಗೆ ಭಗವಂತ ಇನ್ನು ಹೆಚ್ಚಿನ ಆರೋಗ್ಯ, ಆಯುಷ್ಯ ಕೊಡಲಿ ಎಂದು ಪ್ರಾರ್ಥನೆಯೊಂದಿಗೆ ನಮ್ಮ ಕುಟುಂಬದವರು ಶುಭಕೋರಿ ಪಡೆಯಲಾಯಿತು ಎಂದು ಅವರು ತಿಳಿಸಿದ್ದಾರೆ.	[1034, 746, 1330, 813]
masthead-ad-contact: ರಾಯಚೂರು । ಜಾಹೀರಾತಿಗಾಗಿ ಸಂಪರ್ಕಿಸಿ - 94498 71882	[1105, 97, 1338, 110]
ad-date-2: 2) ಟೆಂಡರ ತೆರೆಯುವ ದಿನಾಂಕ: 18.10.2025 ರಂದು 5:30 PM ಘಂಟೆಯಿಂದ.	[870, 1837, 1162, 1848]
development-story	[522, 768, 1022, 1218]
table-cell: 150 ದಿನಗಳು	[1276, 1801, 1329, 1818]
table-cell: 45000.00	[1188, 1784, 1241, 1801]
collector-photo	[852, 218, 1012, 376]
ad-sign-right: ಸಹಿ/- ಅಧ್ಯಕ್ಷರು, ನಗರಸಭೆ ಮುಧೋಳ.	[1203, 1857, 1330, 1868]
table-cell: 5900.00	[1188, 1750, 1241, 1767]
paragraph: ಹೆಚ್ಚಿನ ಅನುದಾನವನ್ನು ರಾಜ್ಯದ ಮುಖ್ಯಮಂತ್ರಿ,ಉಪಮುಖ್ಯಮಂತ್ರಿಗಳಲ್ಲಿ ಪಡೆಯಲು ಪ್ರಯತ್ನ ಪಡುತ್ತೇನೆಂದರು. ವಿಶ್ವಕರ್ಮ ಅಭಿವೃದ್ಧಿ ನಿಗಮ, ವಿಶ್ವಕರ್ಮ ಸಮಾಜದ ಬಡಿಗ, ಕಂಬಾರ, ಅಕ್ಕಸಾಲಿಗ, ಶಿಲ್ಪಿ, ಕಂಚುಗಾರ, ಈ 5 ಕಸುಬುಗಳನ್ನು ಮಾಡುವ ಸಮಾಜದ ಜನರಿಗೆ ಸಾಲ ಸೌಲಭ್ಯ ಕಲ್ಪಿಸಲಾಗುವುದು.	[522, 809, 768, 881]
table-row	[871, 1767, 1330, 1784]
yellow-dot	[1262, 2121, 1276, 2135]
cyan-dot	[48, 2121, 62, 2135]
paragraph: ಹುಲಿಗೆಮ್ಮ ದೇವಸ್ಥಾನಕ್ಕೆ ಪಾದಯಾತ್ರೆ ಹೊರಟಿದ್ದ ಯುವಕನಿಗೆ ಬೈಕ್ ಡಿಕ್ಕಿ ಹೊಡೆದು ಮೃತಪಟ್ಟಿದ್ದಾನೆ. ವೀರೇಶ್ ಹಳ್ಳೇರಿ (28) ಮೃತ ಯುವಕ ಎಂಬುದು ತಿಳಿದುಬಂದಿದೆ. ಕುಕನೂರು ತಾಲೂಕಿನ ಭಾನಾಪೂರ ಗ್ರಾಮದ ಬಳಿ ದುರ್ಘಟನೆ ಇಂದು ನಡೆದಿದೆ.	[48, 260, 510, 287]
imprint-footer: Edited, Printed and Published by B.T. Amuthan on behalf of M/s Karnataka News Publications (P) Ltd., Printed at No. 12-3-221 Rajendra Gunj (apmc)Near Old SBI Bank Building , Raichur-584102. RNI No. KARKAN/2008/26484 Postal Regd No. 52/2012-2014	[48, 2068, 1338, 2088]
paragraph: ನಿತೀಶ್ ಕೆ. ಅವರಿಗೆ ಕಂದಾಯ ಇಲಾಖೆಯ ಆಯುಕ್ತರಾದ ಮಲ್ಲೇಶ ಮುಹಿಲನ್ ಅವರು ಅಭಿನಂದನೆ ತಿಳಿಸಿದ್ದಾರೆ. ರಾಯಚೂರು ಜಿಲ್ಲೆಯ ನಾಡ ಕಚೇರಿಗಳಲ್ಲಿ ಆಗಸ್ಟ್-2025ರ ಮಾಹೆಯಲ್ಲಿ ಸ್ವೀಕರಿಸಲಾಗಿದ್ದ 33,870 ಅರ್ಜಿಗಳನ್ನು ನಿಗದಿತ ಅವಧಿಗಿಂತ ಮೊದಲೇ ಶೇ.99.90 ರಷ್ಟು ವಿಲೇವಾರಿ ಮಾಡಿ 6.18 ಸಿಗ್ಮಾ ಮೌಲ್ಯ ಪಡೆದಿರುತ್ತಿರೆ.	[686, 219, 846, 336]
article-valmiki	[48, 1236, 510, 1281]
headline-bus-accident: ಬಸ್ ಹರಿದು ೩ ಹುಲಿಗೆಮ್ಮ ಭಕ್ತರ ಸಾವು	[138, 159, 420, 184]
masthead	[48, 93, 1338, 132]
paragraph: ಉಸ್ತುವಾರಿ ಸಚಿವ ಡಾ. ಶರಣಪ್ರಕಾಶ ಪಾಟೀಲ ಅವರು ಗುರುವಾರ ಜಿಲ್ಲೆಯಲ್ಲಿ ಕಾಟಾಚಾರಕ್ಕೆ ಆಕಾಶ್ಯದಿಂದ ಹಾಳಾದ ಬೆಳೆ ಹಾನಿ ಸಮೀಕ್ಷೆ ನಡೆಸಿದ್ದಾರೆ.	[48, 1133, 510, 1160]
mudhol-tender-ad	[862, 1616, 1338, 2056]
cji-text	[522, 568, 672, 748]
